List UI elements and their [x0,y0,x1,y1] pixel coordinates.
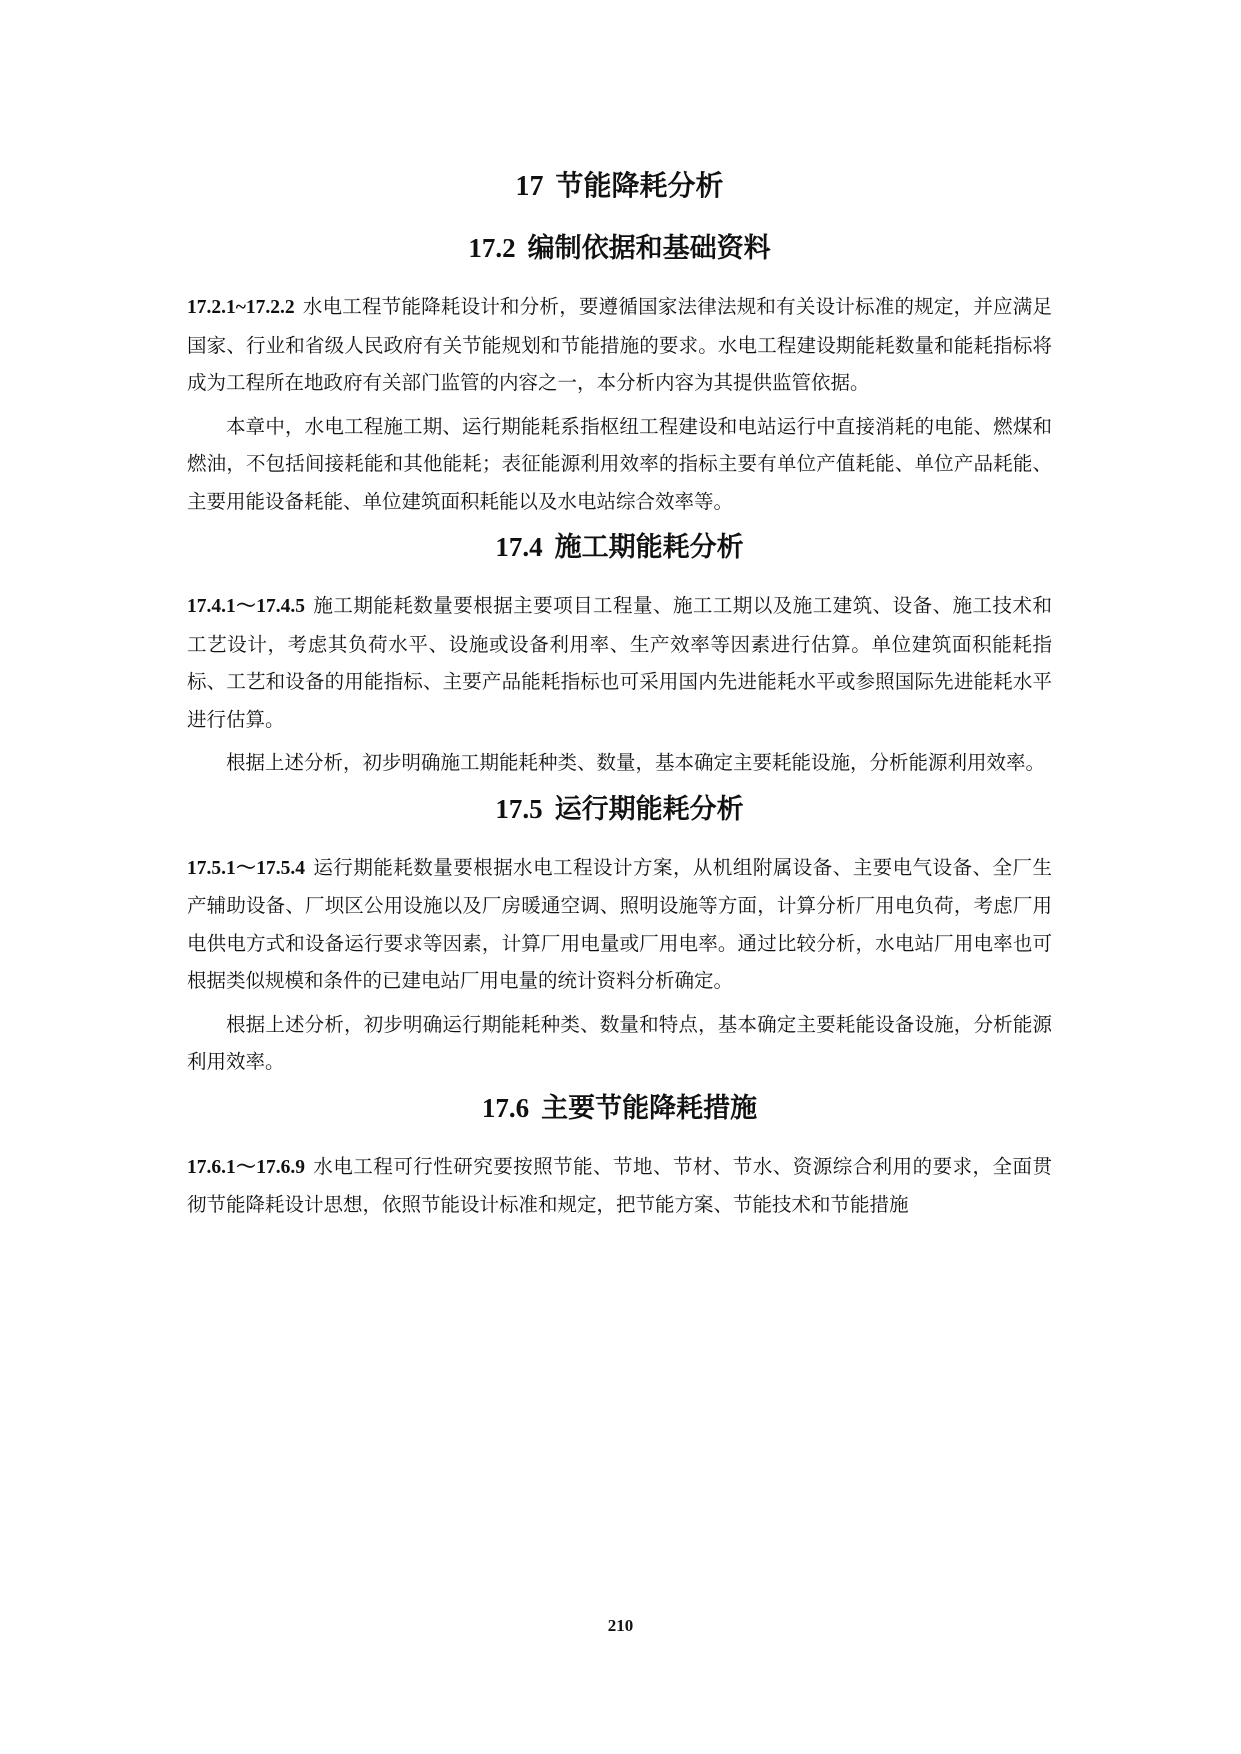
section-17-5 [187,788,1052,1081]
section-heading [187,227,1052,270]
section-number: 17.5 [495,793,543,824]
page-content [187,164,1052,1230]
clause-number: 17.5.1～17.5.4 [187,857,305,879]
clause-number: 17.4.1～17.4.5 [187,596,305,617]
section-17-4 [187,526,1052,782]
page-number: 210 [607,1616,634,1635]
section-number: 17.2 [468,233,516,263]
clause-paragraph [187,587,1052,738]
clause-paragraph [187,849,1052,1000]
clause-paragraph [187,288,1052,402]
body-paragraph [187,1006,1052,1081]
section-17-6 [187,1087,1052,1224]
paragraph-text: 根据上述分析，初步明确运行期能耗种类、数量和特点，基本确定主要耗能设备设施，分析能源利用效率。 [187,1012,1052,1073]
section-title: 施工期能耗分析 [554,532,744,563]
paragraph-text: 水电工程可行性研究要按照节能、节地、节材、节水、资源综合利用的要求，全面贯彻节能降耗设计思想，依照节能设计标准和规定，把节能方案、节能技术和节能措施 [187,1154,1052,1216]
clause-number: 17.6.1～17.6.9 [187,1156,305,1178]
paragraph-text: 根据上述分析，初步明确施工期能耗种类、数量，基本确定主要耗能设施，分析能源利用效率。 [226,751,1046,774]
section-title: 运行期能耗分析 [554,793,744,825]
section-heading [187,1087,1052,1130]
section-heading [187,788,1052,831]
paragraph-text: 本章中，水电工程施工期、运行期能耗系指枢纽工程建设和电站运行中直接消耗的电能、燃煤和燃油，不包括间接耗能和其他能耗；表征能源利用效率的指标主要有单位产值耗能、单位产品耗能、主要用能设备耗能、单位建筑面积耗能以及水电站综合效率等。 [187,414,1052,513]
chapter-number: 17 [515,171,544,202]
body-paragraph [187,408,1052,521]
chapter-title [187,164,1052,209]
section-number: 17.6 [481,1092,530,1123]
section-heading [187,526,1052,569]
paragraph-text: 运行期能耗数量要根据水电工程设计方案，从机组附属设备、主要电气设备、全厂生产辅助设备、厂坝区公用设施以及厂房暖通空调、照明设施等方面，计算分析厂用电负荷，考虑厂用电供电方式和设备运行要求等因素，计算厂用电量或厂用电率。通过比较分析，水电站厂用电率也可根据类似规模和条件的已建电站厂用电量的统计资料分析确定。 [187,855,1052,992]
paragraph-text: 施工期能耗数量要根据主要项目工程量、施工工期以及施工建筑、设备、施工技术和工艺设计，考虑其负荷水平、设施或设备利用率、生产效率等因素进行估算。单位建筑面积能耗指标、工艺和设备的用能指标、主要产品能耗指标也可采用国内先进能耗水平或参照国际先进能耗水平进行估算。 [187,594,1052,731]
clause-paragraph [187,1148,1052,1224]
section-title: 主要节能降耗措施 [541,1092,758,1124]
paragraph-text: 水电工程节能降耗设计和分析，要遵循国家法律法规和有关设计标准的规定，并应满足国家、行业和省级人民政府有关节能规划和节能措施的要求。水电工程建设期能耗数量和能耗指标将成为工程所在地政府有关部门监管的内容之一，本分析内容为其提供监管依据。 [187,295,1052,394]
clause-number: 17.2.1~17.2.2 [187,297,295,318]
chapter-title-text: 节能降耗分析 [555,169,724,202]
body-paragraph [187,744,1052,782]
section-17-2 [187,227,1052,520]
section-number: 17.4 [495,532,543,562]
section-title: 编制依据和基础资料 [527,233,771,264]
